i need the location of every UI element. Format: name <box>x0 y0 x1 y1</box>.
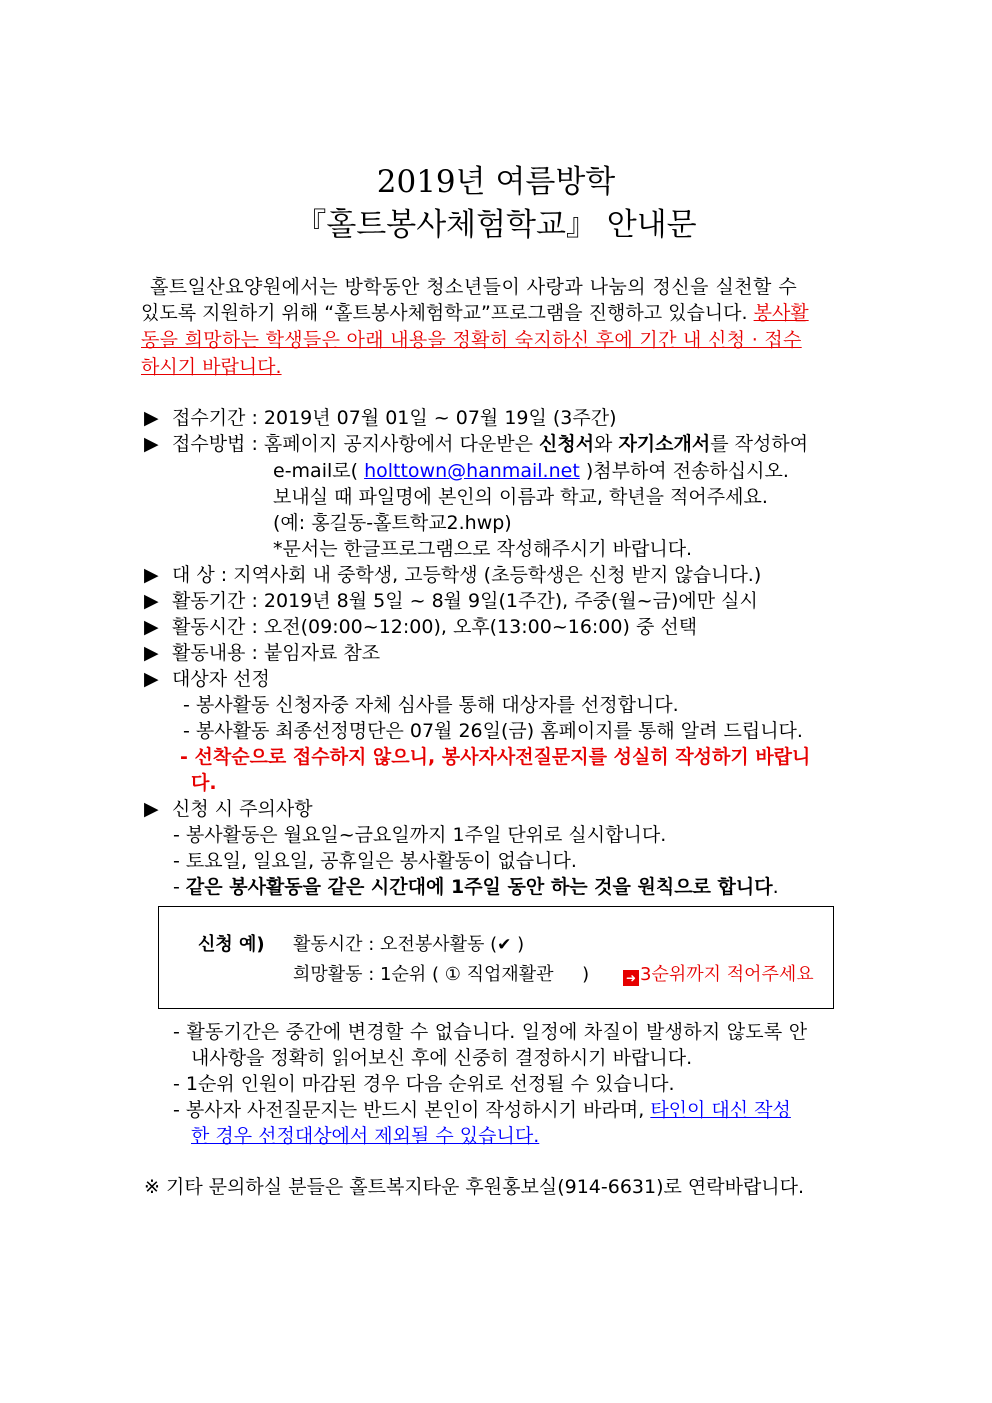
bullet-arrow-icon: ▶ <box>144 407 159 429</box>
intro-line-2: 있도록 지원하기 위해 “홀트봉사체험학교”프로그램을 진행하고 있습니다. 봉사활 <box>141 302 809 324</box>
item-application-method: ▶ 접수방법 : 홈페이지 공지사항에서 다운받은 신청서와 자기소개서를 작성하여 <box>144 433 809 455</box>
after-note-2: - 1순위 인원이 마감된 경우 다음 순위로 선정될 수 있습니다. <box>173 1073 675 1095</box>
after-note-3-cont: 한 경우 선정대상에서 제외될 수 있습니다. <box>191 1125 540 1147</box>
selection-note-3: - 선착순으로 접수하지 않으니, 봉사자사전질문지를 성실히 작성하기 바랍니 <box>180 746 811 768</box>
email-link[interactable]: holttown@hanmail.net <box>364 460 580 482</box>
bullet-arrow-icon: ▶ <box>144 798 159 820</box>
filename-example: (예: 홍길동-홀트학교2.hwp) <box>273 512 512 534</box>
intro-line-3: 동을 희망하는 학생들은 아래 내용을 정확히 숙지하신 후에 기간 내 신청 · 접수 <box>141 329 802 351</box>
document-title: 2019년 여름방학 <box>376 164 616 200</box>
check-icon: ✔ <box>497 935 512 955</box>
selection-note-2: - 봉사활동 최종선정명단은 07월 26일(금) 홈페이지를 통해 알려 드립니다. <box>183 720 803 742</box>
example-note: ➜ 3순위까지 적어주세요 <box>623 962 814 988</box>
filename-note: 보내실 때 파일명에 본인의 이름과 학교, 학년을 적어주세요. <box>273 486 768 508</box>
document-subtitle: 『홀트봉사체험학교』 안내문 <box>295 207 697 243</box>
caution-note-1: - 봉사활동은 월요일~금요일까지 1주일 단위로 실시합니다. <box>173 824 667 846</box>
after-note-1-cont: 내사항을 정확히 읽어보신 후에 신중히 결정하시기 바랍니다. <box>191 1047 693 1069</box>
bullet-arrow-icon: ▶ <box>144 433 159 455</box>
intro-line-1: 홀트일산요양원에서는 방학동안 청소년들이 사랑과 나눔의 정신을 실천할 수 <box>150 276 798 298</box>
application-example-box <box>158 906 834 1009</box>
arrow-right-icon: ➜ <box>623 970 639 986</box>
caution-note-3: - 같은 봉사활동을 같은 시간대에 1주일 동안 하는 것을 원칙으로 합니다. <box>173 876 779 898</box>
item-selection-heading: ▶ 대상자 선정 <box>144 668 270 690</box>
bullet-arrow-icon: ▶ <box>144 642 159 664</box>
item-target: ▶ 대 상 : 지역사회 내 중학생, 고등학생 (초등학생은 신청 받지 않습니다.) <box>144 564 762 586</box>
bullet-arrow-icon: ▶ <box>144 590 159 612</box>
example-label: 신청 예) <box>198 934 265 955</box>
item-application-period: ▶ 접수기간 : 2019년 07월 01일 ~ 07월 19일 (3주간) <box>144 407 617 429</box>
item-activity-content: ▶ 활동내용 : 붙임자료 참조 <box>144 642 381 664</box>
example-hope-line: 희망활동 : 1순위 ( ① 직업재활관 ) <box>293 964 590 985</box>
selection-note-3-cont: 다. <box>191 772 217 794</box>
intro-line-4: 하시기 바랍니다. <box>141 356 282 378</box>
after-note-3: - 봉사자 사전질문지는 반드시 본인이 작성하시기 바라며, 타인이 대신 작성 <box>173 1099 791 1121</box>
item-activity-time: ▶ 활동시간 : 오전(09:00~12:00), 오후(13:00~16:00) 중 선택 <box>144 616 698 638</box>
bullet-arrow-icon: ▶ <box>144 668 159 690</box>
after-note-1: - 활동기간은 중간에 변경할 수 없습니다. 일정에 차질이 발생하지 않도록 안 <box>173 1021 808 1043</box>
bullet-arrow-icon: ▶ <box>144 616 159 638</box>
item-activity-period: ▶ 활동기간 : 2019년 8월 5일 ~ 8월 9일(1주간), 주중(월~금)에만 실시 <box>144 590 758 612</box>
caution-note-2: - 토요일, 일요일, 공휴일은 봉사활동이 없습니다. <box>173 850 577 872</box>
bullet-arrow-icon: ▶ <box>144 564 159 586</box>
hwp-note: *문서는 한글프로그램으로 작성해주시기 바랍니다. <box>273 538 693 560</box>
example-time-line: 활동시간 : 오전봉사활동 (✔ ) <box>293 932 524 958</box>
selection-note-1: - 봉사활동 신청자중 자체 심사를 통해 대상자를 선정합니다. <box>183 694 679 716</box>
item-caution-heading: ▶ 신청 시 주의사항 <box>144 798 313 820</box>
footer-contact: ※ 기타 문의하실 분들은 홀트복지타운 후원홍보실(914-6631)로 연락바랍니다. <box>144 1176 805 1198</box>
email-line: e-mail로( holttown@hanmail.net )첨부하여 전송하십시오. <box>273 460 789 482</box>
